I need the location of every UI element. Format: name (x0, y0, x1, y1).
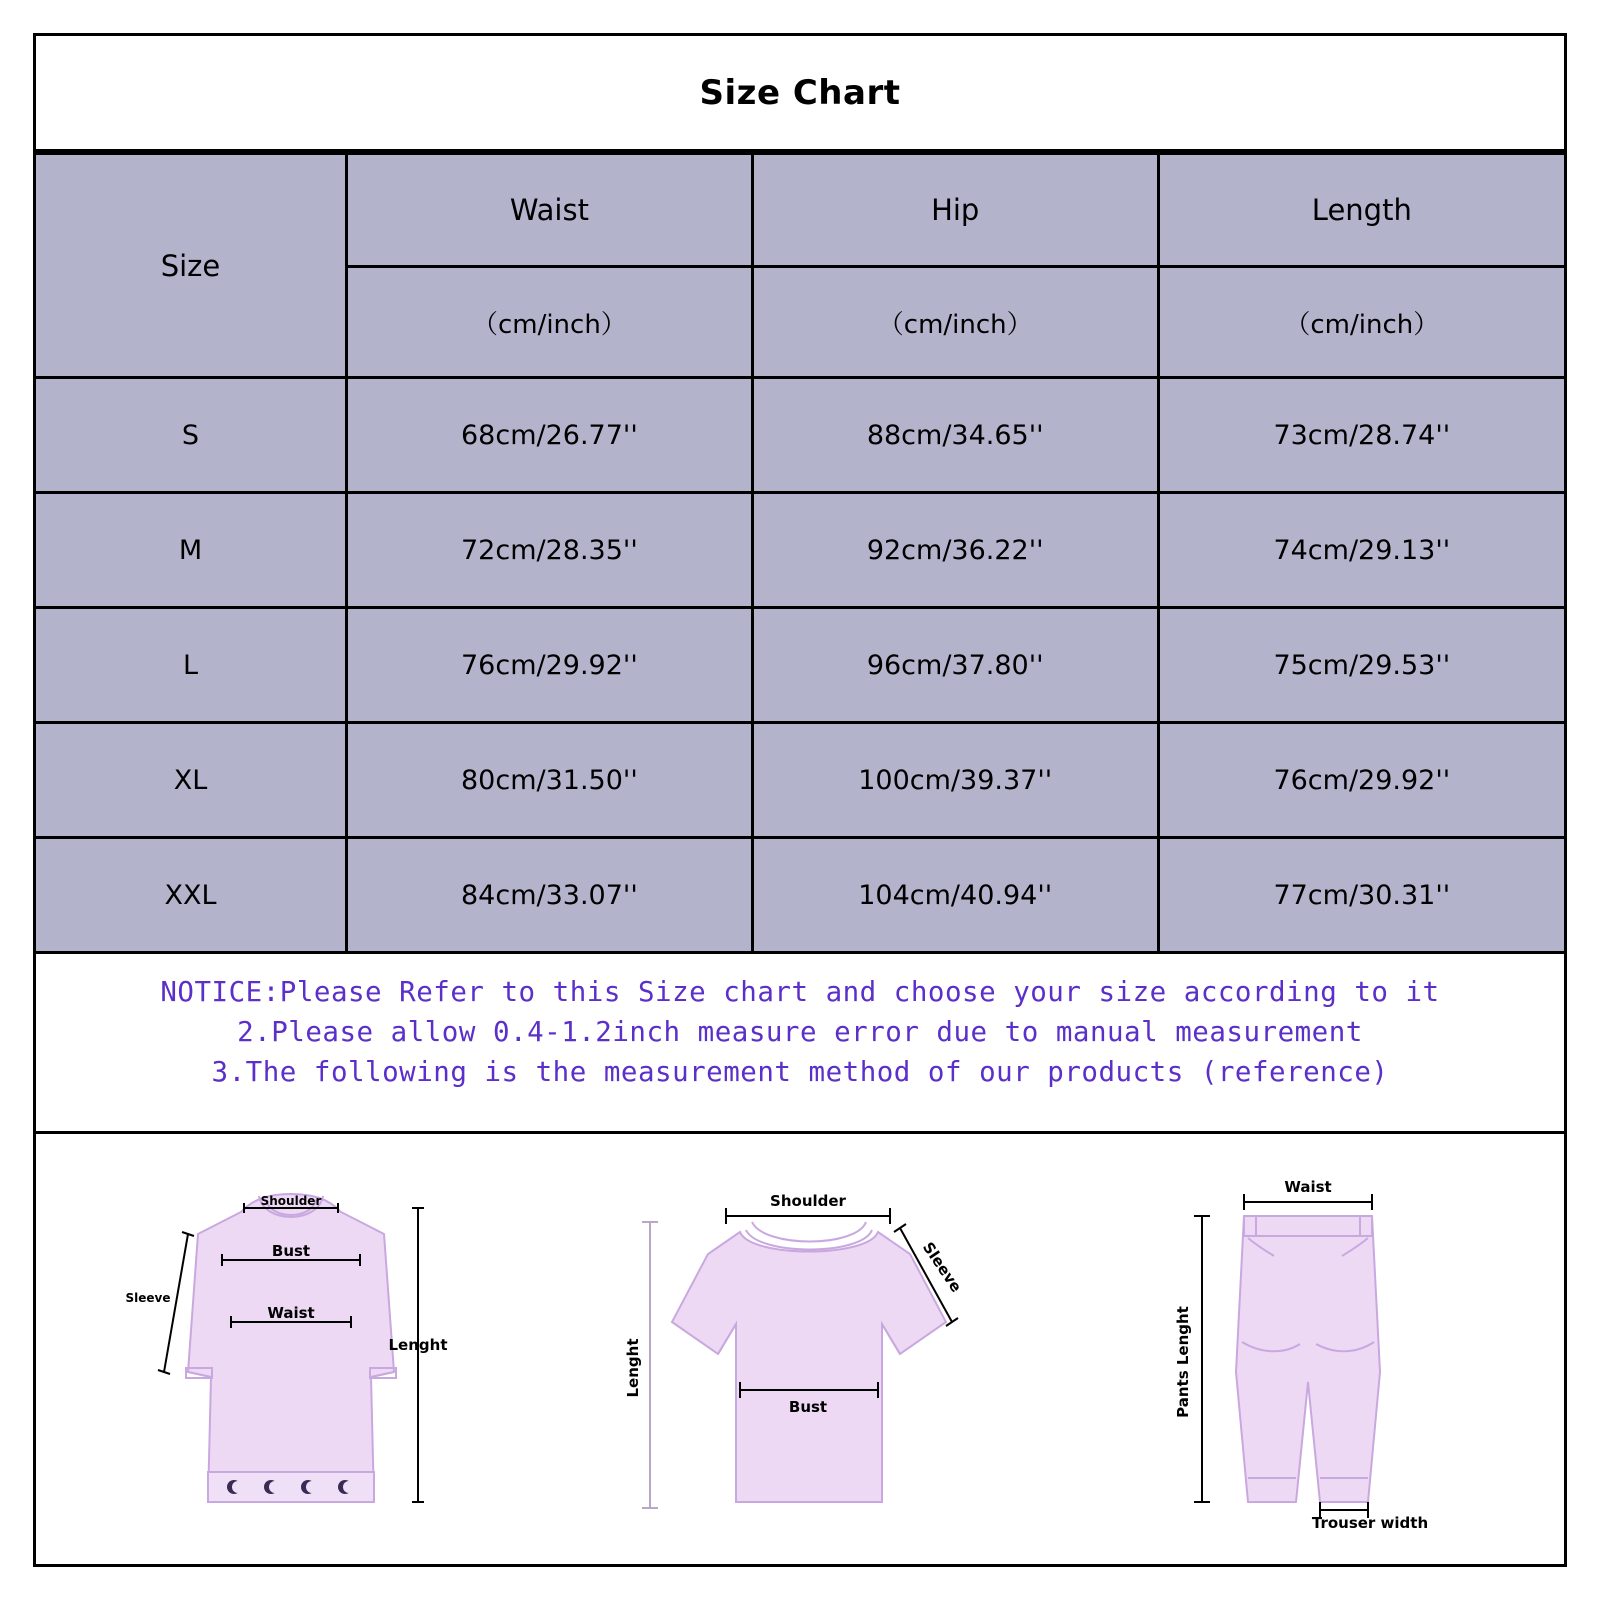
cell-waist: 72cm/28.35'' (346, 493, 752, 608)
tshirt-measurement-diagram (600, 1172, 1000, 1532)
table-header-length: Length (1158, 154, 1564, 267)
pants-figure (1055, 1140, 1564, 1564)
table-unit-waist: （cm/inch） (346, 267, 752, 378)
cell-size: S (36, 378, 346, 493)
pants-trouser-width-label: Trouser width (1312, 1514, 1429, 1532)
dress-length-label: Lenght (388, 1336, 448, 1354)
cell-waist: 68cm/26.77'' (346, 378, 752, 493)
cell-size: XXL (36, 838, 346, 953)
table-unit-hip: （cm/inch） (752, 267, 1158, 378)
table-row (36, 493, 1564, 608)
notice-line-2: 2.Please allow 0.4-1.2inch measure error due to manual measurement (237, 1016, 1363, 1048)
notice-block (36, 954, 1564, 1134)
cell-size: XL (36, 723, 346, 838)
table-row (36, 838, 1564, 953)
table-unit-length: （cm/inch） (1158, 267, 1564, 378)
cell-waist: 80cm/31.50'' (346, 723, 752, 838)
dress-figure (36, 1140, 545, 1564)
cell-length: 73cm/28.74'' (1158, 378, 1564, 493)
cell-size: M (36, 493, 346, 608)
cell-length: 77cm/30.31'' (1158, 838, 1564, 953)
table-header-row-1 (36, 154, 1564, 267)
size-chart-document (33, 33, 1567, 1567)
tshirt-figure (545, 1140, 1054, 1564)
cell-length: 75cm/29.53'' (1158, 608, 1564, 723)
cell-hip: 96cm/37.80'' (752, 608, 1158, 723)
dress-sleeve-label: Sleeve (125, 1291, 171, 1305)
table-header-waist: Waist (346, 154, 752, 267)
document-title-bar (36, 36, 1564, 152)
cell-size: L (36, 608, 346, 723)
tshirt-sleeve-label: Sleeve (918, 1238, 966, 1296)
pants-measurement-diagram (1144, 1172, 1474, 1532)
cell-hip: 100cm/39.37'' (752, 723, 1158, 838)
cell-hip: 92cm/36.22'' (752, 493, 1158, 608)
page-title: Size Chart (699, 72, 901, 113)
tshirt-length-label: Lenght (623, 1338, 642, 1398)
pants-length-label: Pants Lenght (1174, 1306, 1193, 1418)
notice-line-1: NOTICE:Please Refer to this Size chart and choose your size according to it (160, 976, 1440, 1008)
cell-waist: 76cm/29.92'' (346, 608, 752, 723)
cell-hip: 104cm/40.94'' (752, 838, 1158, 953)
cell-length: 76cm/29.92'' (1158, 723, 1564, 838)
table-row (36, 378, 1564, 493)
cell-waist: 84cm/33.07'' (346, 838, 752, 953)
tshirt-bust-label: Bust (788, 1398, 828, 1416)
dress-measurement-diagram (126, 1172, 456, 1532)
tshirt-shoulder-label: Shoulder (770, 1192, 846, 1210)
cell-length: 74cm/29.13'' (1158, 493, 1564, 608)
table-header-size: Size (36, 154, 346, 378)
notice-line-3: 3.The following is the measurement method of our products (reference) (211, 1056, 1389, 1088)
table-row (36, 608, 1564, 723)
size-chart-table (36, 152, 1564, 954)
cell-hip: 88cm/34.65'' (752, 378, 1158, 493)
measurement-figures (36, 1134, 1564, 1564)
table-row (36, 723, 1564, 838)
dress-bust-label: Bust (271, 1242, 310, 1260)
dress-shoulder-label: Shoulder (260, 1194, 322, 1208)
table-header-hip: Hip (752, 154, 1158, 267)
pants-waist-label: Waist (1284, 1178, 1332, 1196)
dress-waist-label: Waist (266, 1304, 315, 1322)
